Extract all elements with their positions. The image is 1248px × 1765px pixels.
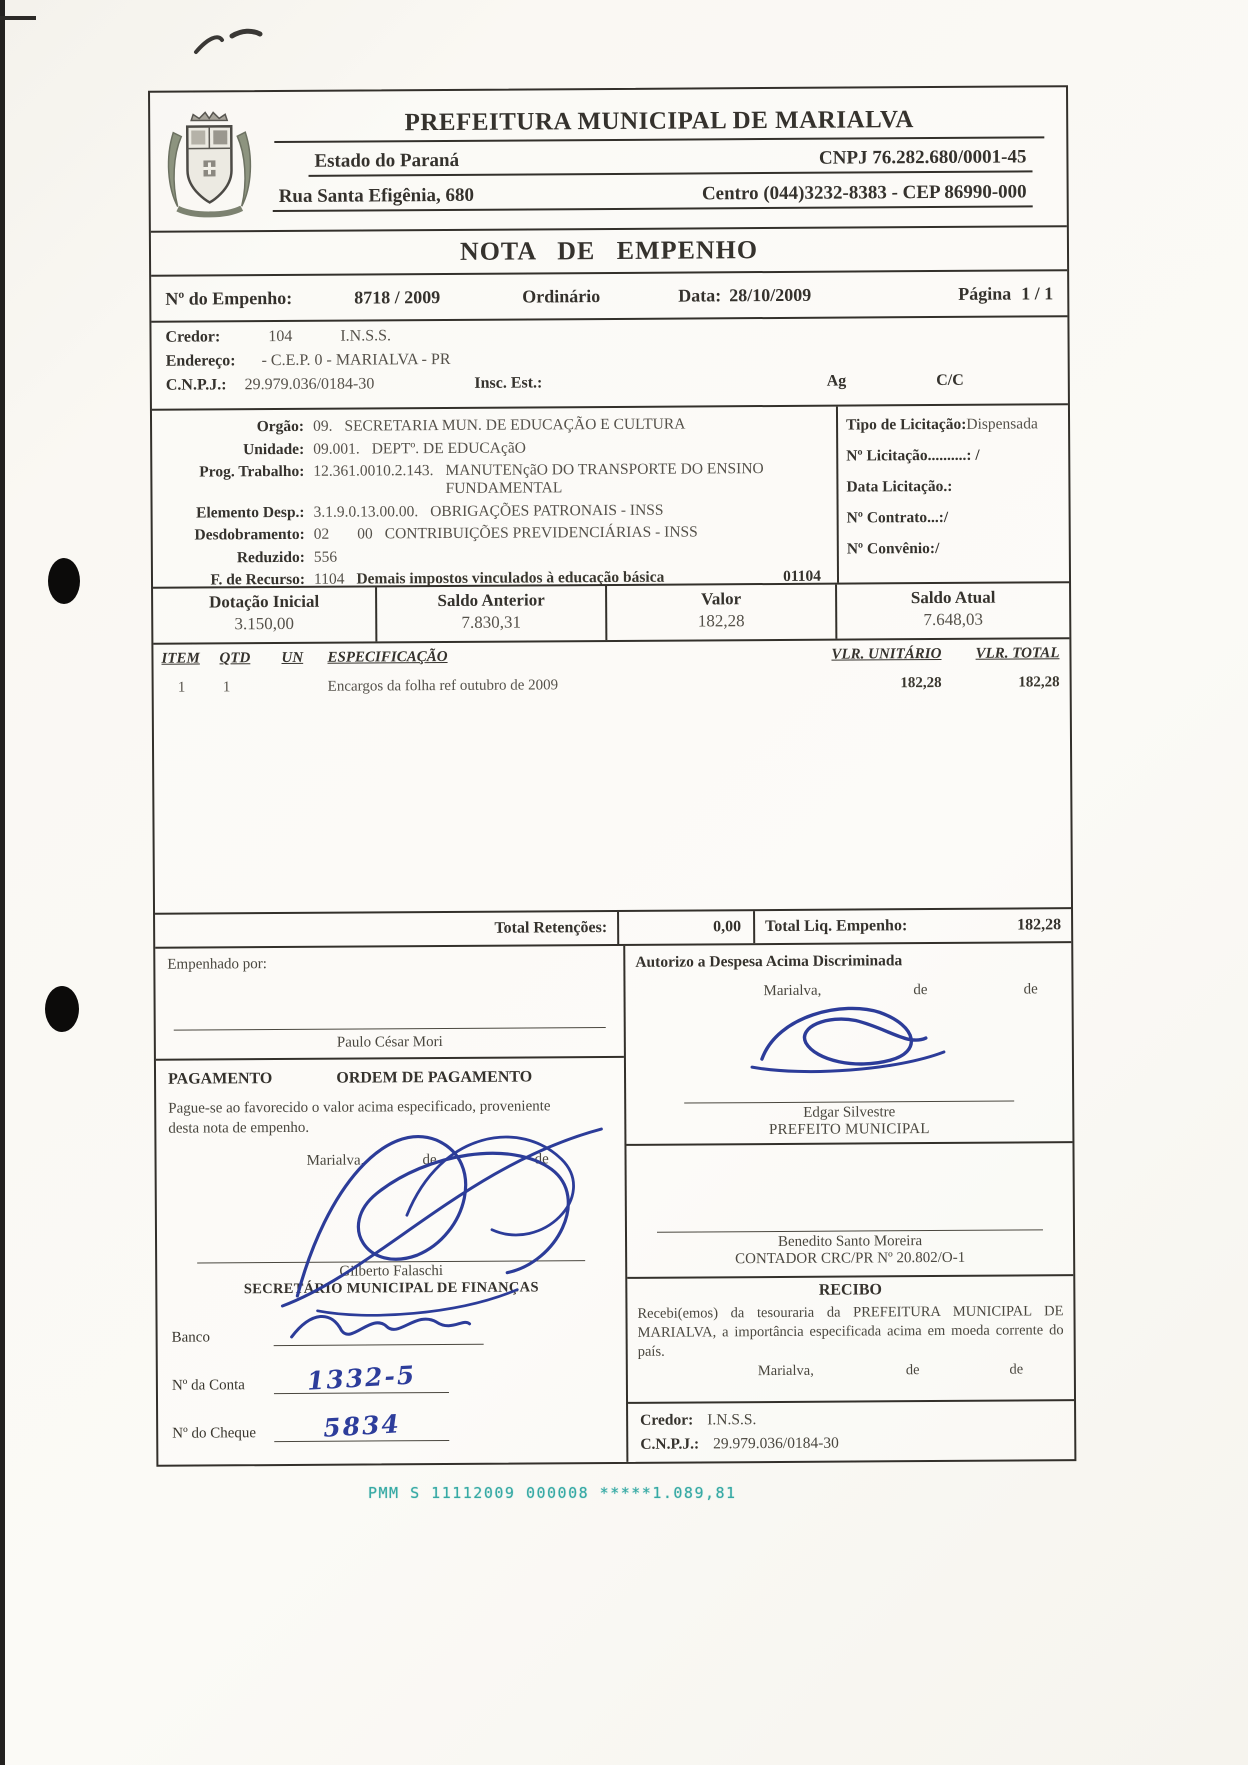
- recibo-cnpj-line: [640, 1433, 1074, 1454]
- budget-line-reduzido: [153, 545, 831, 567]
- budget-line-orgao: [152, 415, 830, 437]
- city-label: Marialva,: [306, 1152, 365, 1169]
- desdobramento-label: Desdobramento:: [194, 525, 305, 544]
- empenhado-label: Empenhado por:: [167, 956, 267, 973]
- elemento-code: 3.1.9.0.13.00.00.: [313, 502, 419, 521]
- conta-fill-line: [274, 1359, 449, 1396]
- item-vlr-unitario: 182,28: [900, 674, 942, 692]
- city-label: Marialva,: [763, 982, 822, 1000]
- cheque-handwritten-value: 5834: [322, 1408, 402, 1443]
- empenho-date-value: 28/10/2009: [729, 284, 812, 305]
- empenho-number-label: Nº do Empenho:: [165, 287, 293, 309]
- unidade-code: 09.001.: [313, 440, 360, 458]
- budget-line-desdobramento: [153, 523, 831, 545]
- item-un: [252, 679, 328, 696]
- cheque-label: Nº do Cheque: [172, 1424, 257, 1442]
- total-liq-value: 182,28: [1017, 916, 1062, 934]
- contador-box: [626, 1143, 1073, 1279]
- autorizo-title: Autorizo a Despesa Acima Discriminada: [635, 952, 903, 971]
- orgao-desc: SECRETARIA MUN. DE EDUCAÇÃO E CULTURA: [344, 415, 686, 435]
- total-liq-cell: [755, 916, 1071, 936]
- scan-edge-artifact: [0, 16, 36, 20]
- autorizo-box: [625, 943, 1072, 1146]
- budget-line-elemento: [153, 500, 831, 522]
- hole-punch-mark: [45, 986, 79, 1032]
- page-label: Página: [958, 283, 1012, 304]
- recurso-label: F. de Recurso:: [210, 570, 306, 589]
- item-row: [154, 662, 1070, 697]
- conta-row: [172, 1361, 626, 1394]
- valor-value: 182,28: [697, 611, 745, 631]
- cheque-row: [172, 1409, 626, 1442]
- empenhado-name: Paulo César Mori: [336, 1034, 443, 1051]
- insc-est-label: Insc. Est.:: [474, 374, 543, 392]
- header-line-address: [273, 181, 1033, 212]
- doc-title: NOTA DE EMPENHO: [459, 235, 759, 266]
- city-date-line: [628, 1361, 1074, 1381]
- prog-trabalho-code: 12.361.0010.2.143.: [313, 462, 434, 480]
- ordem-pagamento-title: ORDEM DE PAGAMENTO: [336, 1068, 533, 1087]
- secretario-name: Gilberto Falaschi: [339, 1262, 444, 1280]
- left-signature-column: [155, 946, 628, 1465]
- doc-title-bar: [151, 225, 1067, 275]
- num-convenio: Nº Convênio:/: [846, 539, 940, 558]
- signature-secretario-ink: [256, 1094, 617, 1331]
- credor-code: 104: [268, 327, 293, 346]
- dotacao-inicial-label: Dotação Inicial: [209, 591, 320, 612]
- conta-label: Nº da Conta: [171, 1376, 245, 1394]
- page-value: 1 / 1: [1021, 282, 1054, 303]
- amounts-section: [153, 581, 1069, 643]
- dot-matrix-validation-print: PMM S 11112009 000008 *****1.089,81: [368, 1484, 737, 1502]
- credor-name: I.N.S.S.: [340, 327, 392, 345]
- desdobramento-code2: 00: [357, 525, 373, 543]
- saldo-atual-label: Saldo Atual: [910, 587, 996, 608]
- right-signature-column: [625, 943, 1074, 1462]
- recurso-desc: Demais impostos vinculados à educação básica: [356, 568, 665, 588]
- col-especificacao-header: ESPECIFICAÇÃO: [327, 648, 448, 666]
- desdobramento-code: 02: [313, 525, 330, 543]
- ag-label: Ag: [826, 372, 847, 390]
- empenho-kind: Ordinário: [522, 285, 601, 307]
- secretario-title: SECRETÁRIO MUNICIPAL DE FINANÇAS: [243, 1278, 539, 1297]
- licitacao-panel: [836, 405, 1069, 582]
- recibo-credor-label: Credor:: [640, 1411, 694, 1429]
- valor-label: Valor: [701, 589, 742, 609]
- recibo-credor-box: [628, 1401, 1074, 1462]
- prog-trabalho-desc: MANUTENçãO DO TRANSPORTE DO ENSINO FUNDAMENTAL: [445, 460, 764, 497]
- saldo-atual-cell: [835, 583, 1069, 638]
- endereco-line: [166, 347, 1054, 370]
- desdobramento-desc: CONTRIBUIÇÕES PREVIDENCIÁRIAS - INSS: [384, 523, 698, 543]
- prefeito-signature-block: [626, 1100, 1072, 1144]
- contador-title: CONTADOR CRC/PR Nº 20.802/O-1: [735, 1249, 966, 1268]
- signatures-section: [155, 941, 1074, 1465]
- cnpj-label: C.N.P.J.:: [165, 376, 227, 394]
- col-qtd-header: QTD: [219, 650, 251, 667]
- num-licitacao: Nº Licitação..........: /: [846, 446, 980, 465]
- orgao-code: 09.: [313, 417, 333, 435]
- empenhado-box: [155, 946, 624, 1061]
- de-label: de: [913, 982, 928, 999]
- org-address: Rua Santa Efigênia, 680: [278, 184, 475, 208]
- elemento-desc: OBRIGAÇÕES PATRONAIS - INSS: [430, 501, 664, 520]
- recibo-text: Recebi(emos) da tesouraria da PREFEITURA MUNICIPAL DE MARIALVA, a importância especificada acima em moeda corrente do país.: [637, 1303, 1064, 1360]
- item-number: 1: [177, 679, 186, 696]
- signature-prefeito-ink: [744, 992, 955, 1093]
- pagamento-header: [156, 1058, 624, 1089]
- totals-row: [155, 907, 1071, 947]
- cnpj-line: [166, 371, 1054, 394]
- de-label: de: [422, 1151, 437, 1168]
- state-label: Estado do Paraná: [314, 149, 460, 172]
- elemento-label: Elemento Desp.:: [196, 503, 305, 522]
- nota-de-empenho-form: [148, 85, 1076, 1467]
- credor-line: [165, 323, 1053, 346]
- cc-label: C/C: [936, 371, 964, 390]
- valor-cell: [605, 585, 835, 640]
- budget-line-prog-trabalho: [152, 460, 830, 500]
- saldo-anterior-value: 7.830,31: [461, 612, 522, 632]
- credor-section: [151, 315, 1068, 409]
- recurso-code: 1104: [313, 570, 345, 588]
- page-indicator: [958, 283, 1053, 305]
- prog-trabalho-label: Prog. Trabalho:: [199, 462, 305, 481]
- reduzido-code: 556: [313, 548, 338, 566]
- col-un-header: UN: [281, 649, 304, 667]
- contador-name: Benedito Santo Moreira: [777, 1233, 923, 1250]
- form-header: [150, 87, 1067, 231]
- endereco-label: Endereço:: [165, 352, 236, 370]
- pagamento-box: [156, 1058, 626, 1465]
- recurso-extra-code: 01104: [783, 567, 822, 585]
- total-liq-label: Total Liq. Empenho:: [765, 917, 908, 936]
- coat-of-arms-logo: [163, 102, 256, 221]
- dotacao-inicial-value: 3.150,00: [234, 613, 295, 634]
- total-retencoes-value: 0,00: [617, 911, 755, 944]
- budget-classification: [152, 407, 837, 587]
- col-vlr-unitario-header: VLR. UNITÁRIO: [831, 645, 942, 663]
- recibo-title: RECIBO: [818, 1281, 882, 1299]
- credor-label: Credor:: [165, 328, 221, 346]
- dotacao-inicial-cell: [153, 587, 375, 642]
- header-line-state-cnpj: [308, 146, 1032, 176]
- recibo-cnpj-value: 29.979.036/0184-30: [713, 1434, 839, 1453]
- empenho-date-label: Data:: [678, 284, 722, 306]
- num-contrato: Nº Contrato...:/: [846, 508, 949, 527]
- empenho-date: [678, 284, 811, 306]
- de-label: de: [534, 1150, 549, 1167]
- col-item-header: ITEM: [161, 650, 200, 667]
- org-name-title: PREFEITURA MUNICIPAL DE MARIALVA: [274, 105, 1044, 143]
- pen-mark-artifact: [188, 24, 268, 58]
- cheque-fill-line: [274, 1410, 449, 1441]
- item-qtd: 1: [222, 679, 231, 696]
- item-vlr-total: 182,28: [1018, 674, 1060, 691]
- header-text-block: [268, 105, 1067, 212]
- items-table: [153, 637, 1071, 913]
- saldo-atual-value: 7.648,03: [923, 609, 984, 630]
- scan-edge-artifact: [0, 0, 5, 1765]
- budget-section: [152, 403, 1069, 587]
- banco-label: Banco: [171, 1328, 210, 1346]
- empenho-number-value: 8718 / 2009: [354, 286, 441, 308]
- tipo-licitacao-label: Tipo de Licitação:: [846, 415, 967, 434]
- total-retencoes-label: Total Retenções:: [494, 919, 608, 937]
- recibo-credor-line: [640, 1409, 1074, 1430]
- hole-punch-mark: [48, 558, 80, 604]
- item-especificacao: Encargos da folha ref outubro de 2009: [327, 677, 559, 695]
- pague-se-text: Pague-se ao favorecido o valor acima especificado, proveniente desta nota de empenho.: [168, 1098, 551, 1137]
- data-licitacao: Data Licitação.:: [846, 477, 953, 496]
- de-label: de: [905, 1361, 920, 1378]
- recibo-cnpj-label: C.N.P.J.:: [640, 1435, 700, 1453]
- tipo-licitacao-value: Dispensada: [966, 415, 1038, 433]
- city-label: Marialva,: [757, 1362, 814, 1379]
- pagamento-title: PAGAMENTO: [167, 1070, 273, 1088]
- col-vlr-total-header: VLR. TOTAL: [975, 645, 1060, 662]
- saldo-anterior-cell: [375, 586, 605, 641]
- unidade-desc: DEPTº. DE EDUCAçãO: [371, 439, 526, 457]
- org-contact: Centro (044)3232-8383 - CEP 86990-000: [701, 181, 1027, 205]
- unidade-label: Unidade:: [242, 440, 305, 458]
- org-cnpj: CNPJ 76.282.680/0001-45: [818, 146, 1027, 169]
- empenho-number-row: [151, 269, 1067, 321]
- recibo-box: [627, 1276, 1074, 1404]
- tipo-licitacao: [846, 415, 1060, 434]
- conta-handwritten-value: 1332-5: [305, 1359, 417, 1396]
- de-label: de: [1023, 981, 1038, 998]
- signature-line: [174, 1027, 606, 1031]
- budget-line-unidade: [152, 437, 830, 459]
- prefeito-name: Edgar Silvestre: [803, 1104, 896, 1121]
- reduzido-label: Reduzido:: [236, 548, 305, 566]
- de-label: de: [1009, 1361, 1024, 1378]
- logo-container: [150, 102, 269, 221]
- recibo-credor-value: I.N.S.S.: [707, 1411, 757, 1429]
- prefeito-title: PREFEITO MUNICIPAL: [768, 1121, 930, 1139]
- endereco-value: - C.E.P. 0 - MARIALVA - PR: [261, 350, 451, 370]
- saldo-anterior-label: Saldo Anterior: [437, 590, 545, 611]
- orgao-label: Orgão:: [256, 417, 305, 436]
- cnpj-value: 29.979.036/0184-30: [244, 375, 375, 394]
